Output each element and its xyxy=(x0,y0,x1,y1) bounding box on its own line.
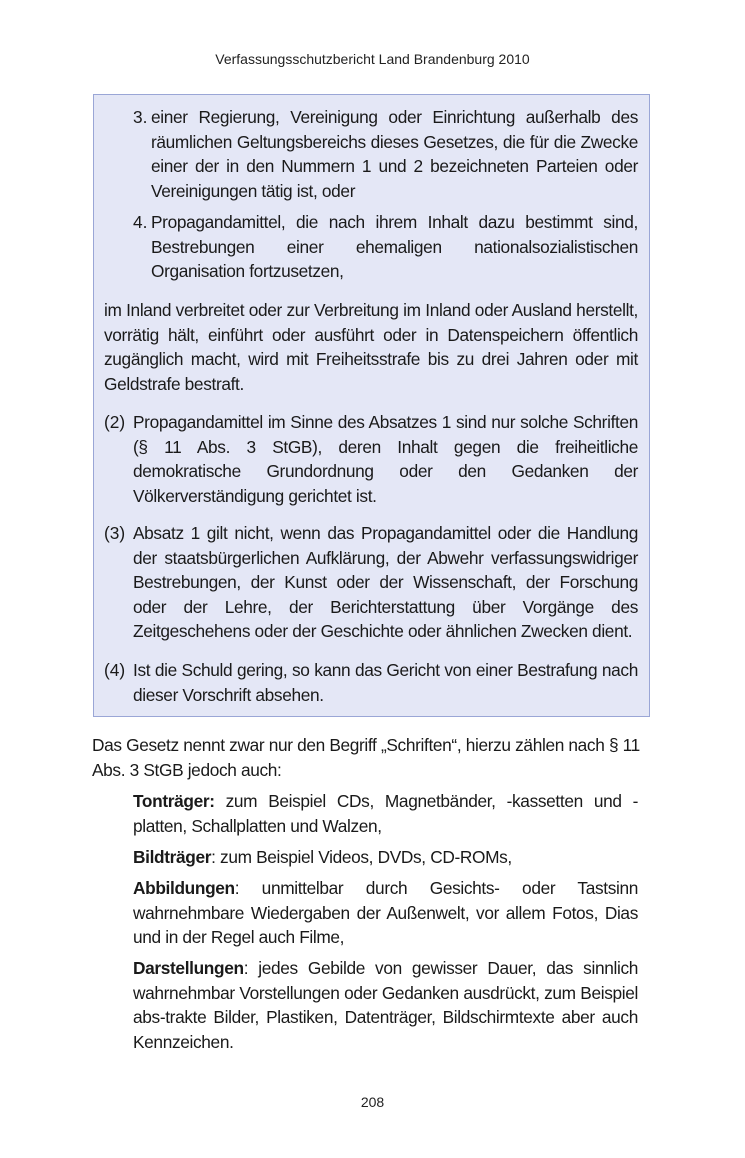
definition-item xyxy=(133,845,638,870)
definition-term: Tonträger: xyxy=(133,791,215,811)
section-number: (2) xyxy=(104,412,126,432)
section-number: (3) xyxy=(104,523,126,543)
list-item-number: 4. xyxy=(133,212,148,232)
section-text: Propagandamittel im Sinne des Absatzes 1 sind nur solche Schriften (§ 11 Abs. 3 StGB), deren Inhalt gegen die freiheitliche demokratische Grundordnung oder den Gedanken der Völkerverständigung gerichtet ist. xyxy=(133,412,638,506)
law-paragraph: im Inland verbreitet oder zur Verbreitung im Inland oder Ausland herstellt, vorrätig hält, einführt oder ausführt oder in Datenspeichern öffentlich zugänglich macht, wird mit Freiheitsstrafe bis zu drei Jahren oder mit Geldstrafe bestraft. xyxy=(104,300,638,394)
list-item-text: einer Regierung, Vereinigung oder Einrichtung außerhalb des räumlichen Geltungsbereichs dieses Gesetzes, die für die Zwecke einer der in den Nummern 1 und 2 bezeichneten Parteien oder Vereinigungen tätig ist, oder xyxy=(151,107,638,201)
definition-term: Darstellungen xyxy=(133,958,244,978)
definition-item xyxy=(133,789,638,838)
section-text: Ist die Schuld gering, so kann das Gericht von einer Bestrafung nach dieser Vorschrift absehen. xyxy=(133,660,638,705)
definition-text: : jedes Gebilde von gewisser Dauer, das sinnlich wahrnehmbar Vorstellungen oder Gedanken ausdrückt, zum Beispiel abs-trakte Bilder, Plastiken, Datenträger, Bildschirmtexte aber auch Kennzeichen. xyxy=(133,958,638,1052)
section-text: Absatz 1 gilt nicht, wenn das Propagandamittel oder die Handlung der staatsbürgerlichen Aufklärung, der Abwehr verfassungswidriger Bestrebungen, der Kunst oder der Wissenschaft, der Forschung oder der Lehre, der Berichterstattung über Vorgänge des Zeitgeschehens oder der Geschichte oder ähnlichen Zwecken dient. xyxy=(133,523,638,641)
section-number: (4) xyxy=(104,660,126,680)
definition-item xyxy=(133,876,638,950)
definition-term: Bildträger xyxy=(133,847,212,867)
running-header: Verfassungsschutzbericht Land Brandenburg 2010 xyxy=(215,51,530,67)
intro-paragraph: Das Gesetz nennt zwar nur den Begriff „Schriften“, hierzu zählen nach § 11 Abs. 3 StGB jedoch auch: xyxy=(92,735,640,780)
definition-item xyxy=(133,956,638,1054)
list-item-number: 3. xyxy=(133,107,148,127)
definition-text: : zum Beispiel Videos, DVDs, CD-ROMs, xyxy=(211,847,512,867)
definition-term: Abbildungen xyxy=(133,878,235,898)
list-item-text: Propagandamittel, die nach ihrem Inhalt dazu bestimmt sind, Bestrebungen einer ehemaligen nationalsozialistischen Organisation fortzusetzen, xyxy=(151,212,638,281)
page-number: 208 xyxy=(360,1094,385,1110)
definition-text: : unmittelbar durch Gesichts- oder Tastsinn wahrnehmbare Wiedergaben der Außenwelt, vor allem Fotos, Dias und in der Regel auch Filme, xyxy=(133,878,638,947)
definition-text: zum Beispiel CDs, Magnetbänder, -kassetten und -platten, Schallplatten und Walzen, xyxy=(133,791,638,836)
